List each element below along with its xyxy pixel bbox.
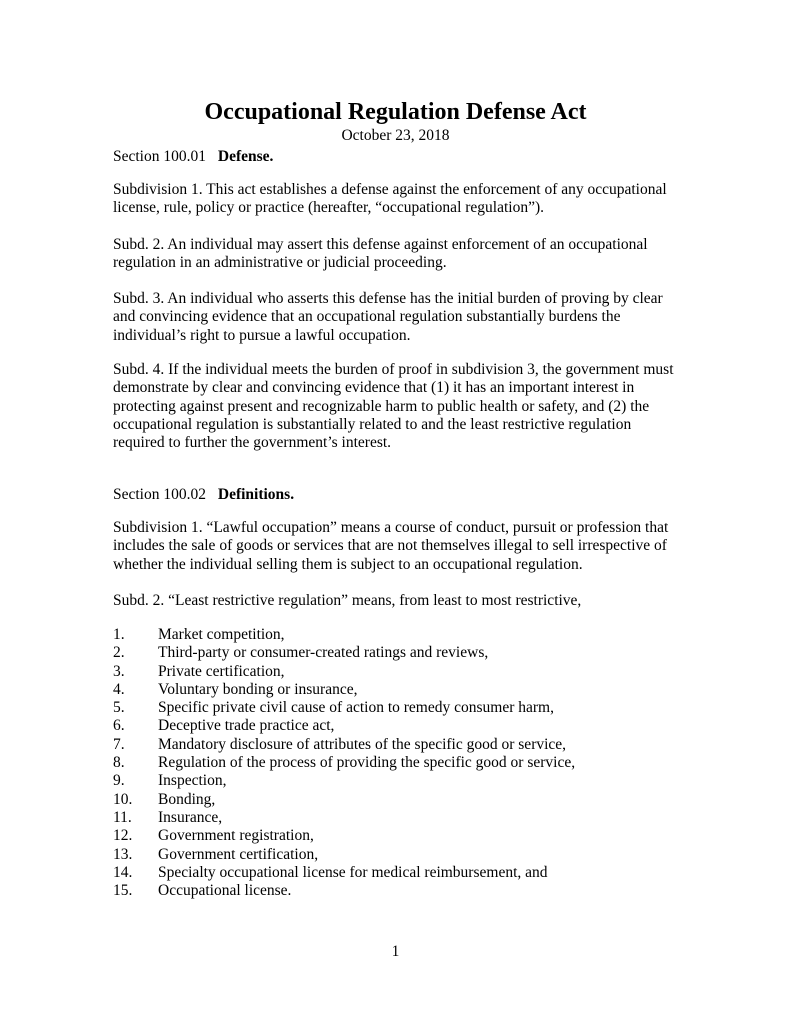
document-title: Occupational Regulation Defense Act (204, 99, 587, 125)
list-text: Specific private civil cause of action to remedy consumer harm, (158, 699, 554, 717)
list-number: 8. (113, 754, 125, 772)
list-text: Occupational license. (158, 882, 292, 900)
section-number: Section 100.02 (113, 486, 206, 503)
list-number: 11. (113, 808, 132, 826)
list-text: Inspection, (158, 772, 227, 790)
list-item (113, 626, 683, 644)
list-item (113, 663, 683, 681)
list-number: 2. (113, 644, 125, 662)
list-item (113, 699, 683, 717)
list-number: 5. (113, 699, 125, 717)
paragraph: Subd. 2. An individual may assert this defense against enforcement of an occupational regulation in an administrative or judicial proceeding. (113, 236, 648, 272)
list-item (113, 882, 683, 900)
list-number: 6. (113, 717, 125, 735)
section-title: Definitions. (217, 486, 295, 503)
page-number: 1 (391, 943, 400, 960)
section-title: Defense. (217, 148, 274, 165)
list-text: Voluntary bonding or insurance, (158, 680, 358, 698)
paragraph: Subdivision 1. This act establishes a defense against the enforcement of any occupational license, rule, policy or practice (hereafter, “occupational regulation”). (113, 181, 667, 217)
paragraph: Subd. 4. If the individual meets the burden of proof in subdivision 3, the government must demonstrate by clear and convincing evidence that (1) it has an important interest in protecting against present and recognizable harm to public health or safety, and (2) the occupational regulation is substantially related to and the least restrictive regulation required to further the government’s interest. (113, 361, 674, 452)
list-number: 9. (113, 772, 125, 790)
list-item (113, 791, 683, 809)
list-text: Deceptive trade practice act, (158, 717, 335, 735)
paragraph: Subdivision 1. “Lawful occupation” means a course of conduct, pursuit or profession that includes the sale of goods or services that are not themselves illegal to sell irrespective of whether the individual selling them is subject to an occupational regulation. (113, 519, 669, 573)
list-number: 10. (113, 790, 133, 808)
list-text: Specialty occupational license for medical reimbursement, and (158, 863, 548, 881)
list-number: 7. (113, 735, 125, 753)
document-date: October 23, 2018 (341, 127, 450, 144)
list-item (113, 681, 683, 699)
list-item (113, 717, 683, 735)
list-item (113, 772, 683, 790)
list-number: 15. (113, 882, 133, 900)
list-number: 12. (113, 827, 133, 845)
list-text: Mandatory disclosure of attributes of the specific good or service, (158, 735, 567, 753)
list-number: 1. (113, 626, 125, 643)
list-text: Government certification, (158, 845, 319, 863)
list-text: Bonding, (158, 790, 216, 808)
list-item (113, 736, 683, 754)
list-item (113, 644, 683, 662)
list-number: 13. (113, 845, 133, 863)
list-text: Regulation of the process of providing the specific good or service, (158, 754, 576, 772)
list-item (113, 827, 683, 845)
list-text: Government registration, (158, 827, 314, 845)
restrictiveness-list (113, 626, 683, 900)
paragraph: Subd. 2. “Least restrictive regulation” means, from least to most restrictive, (113, 592, 582, 609)
section-heading (113, 148, 683, 166)
list-text: Private certification, (158, 662, 285, 680)
list-item (113, 864, 683, 882)
list-text: Market competition, (158, 626, 285, 643)
list-item (113, 754, 683, 772)
list-number: 3. (113, 662, 125, 680)
list-number: 14. (113, 863, 133, 881)
section-heading (113, 486, 683, 504)
section-number: Section 100.01 (113, 148, 206, 165)
list-number: 4. (113, 680, 125, 698)
list-text: Insurance, (158, 808, 223, 826)
list-item (113, 846, 683, 864)
list-text: Third-party or consumer-created ratings and reviews, (158, 644, 489, 662)
paragraph: Subd. 3. An individual who asserts this defense has the initial burden of proving by clear and convincing evidence that an occupational regulation substantially burdens the individual’s right to pursue a lawful occupation. (113, 290, 663, 344)
list-item (113, 809, 683, 827)
